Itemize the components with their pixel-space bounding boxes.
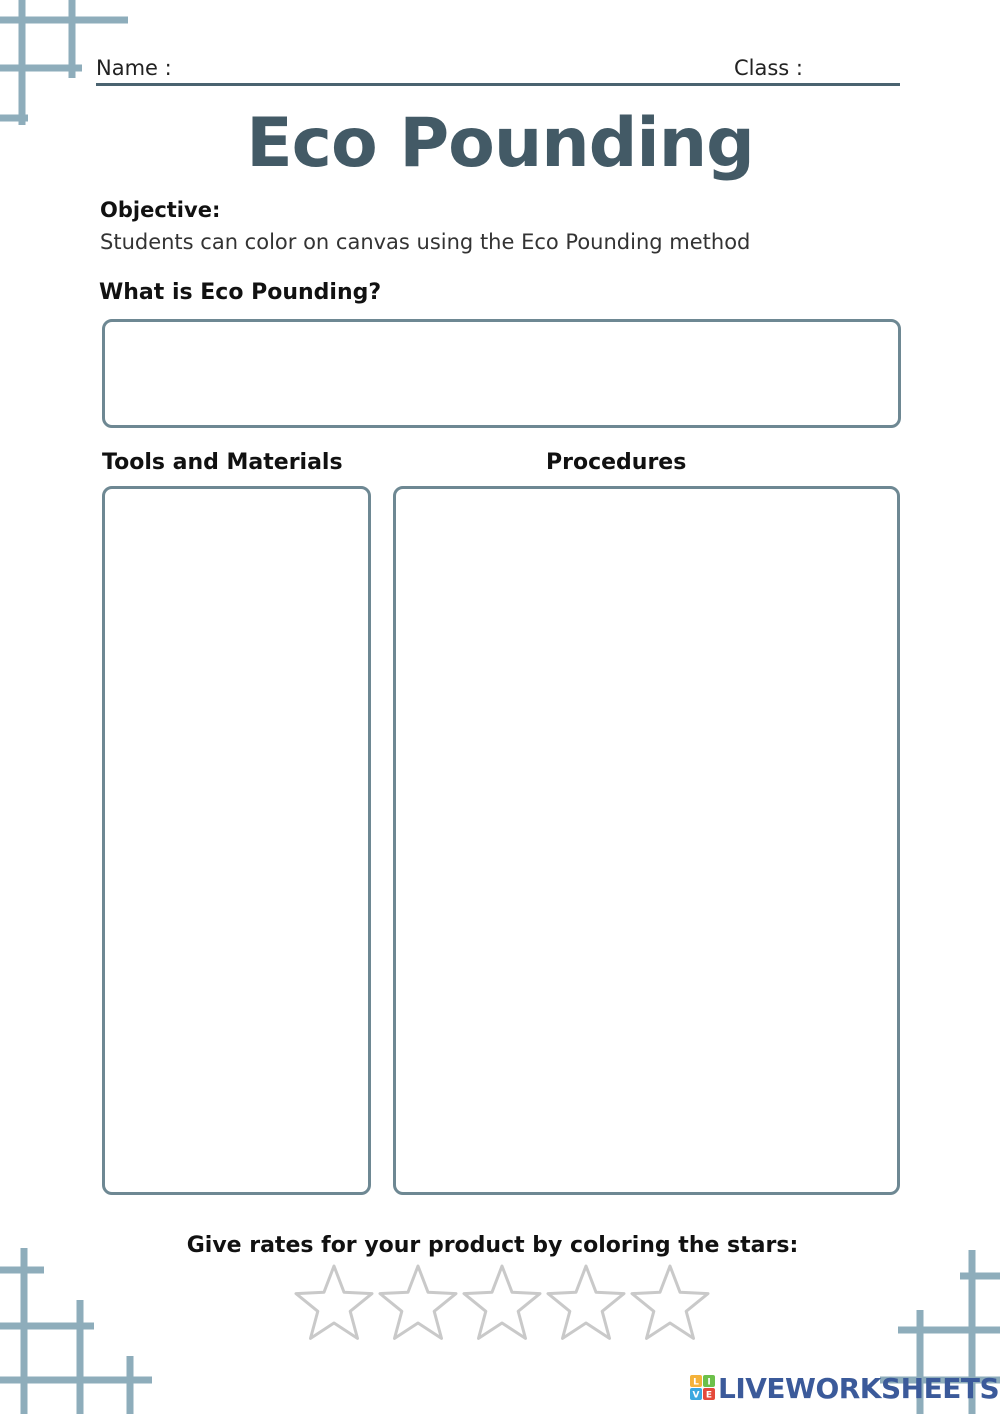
liveworksheets-brand: LIVEWORKSHEETS [718, 1371, 1000, 1405]
rating-prompt: Give rates for your product by coloring the stars: [186, 1233, 799, 1258]
tools-answer-box[interactable] [102, 486, 371, 1195]
tools-heading: Tools and Materials [102, 450, 343, 475]
star-icon[interactable] [546, 1262, 626, 1346]
page-title: Eco Pounding [246, 104, 754, 183]
corner-grid-bottom-left [0, 1248, 160, 1414]
liveworksheets-logo [690, 1370, 999, 1406]
what-is-answer-box[interactable] [102, 319, 901, 428]
procedures-answer-box[interactable] [393, 486, 900, 1195]
name-label: Name : [96, 56, 172, 80]
star-icon[interactable] [294, 1262, 374, 1346]
procedures-heading: Procedures [546, 450, 687, 475]
objective-text: Students can color on canvas using the Eco Pounding method [100, 230, 751, 254]
star-icon[interactable] [378, 1262, 458, 1346]
class-label: Class : [734, 56, 803, 80]
logo-letter: E [705, 1390, 713, 1401]
logo-letter: V [692, 1390, 700, 1401]
question-heading: What is Eco Pounding? [99, 280, 382, 305]
star-icon[interactable] [462, 1262, 542, 1346]
logo-letter: L [693, 1377, 699, 1388]
star-icon[interactable] [630, 1262, 710, 1346]
objective-label: Objective: [100, 198, 221, 222]
header-rule [96, 83, 900, 86]
logo-letter: I [707, 1377, 711, 1388]
liveworksheets-icon [690, 1375, 716, 1401]
